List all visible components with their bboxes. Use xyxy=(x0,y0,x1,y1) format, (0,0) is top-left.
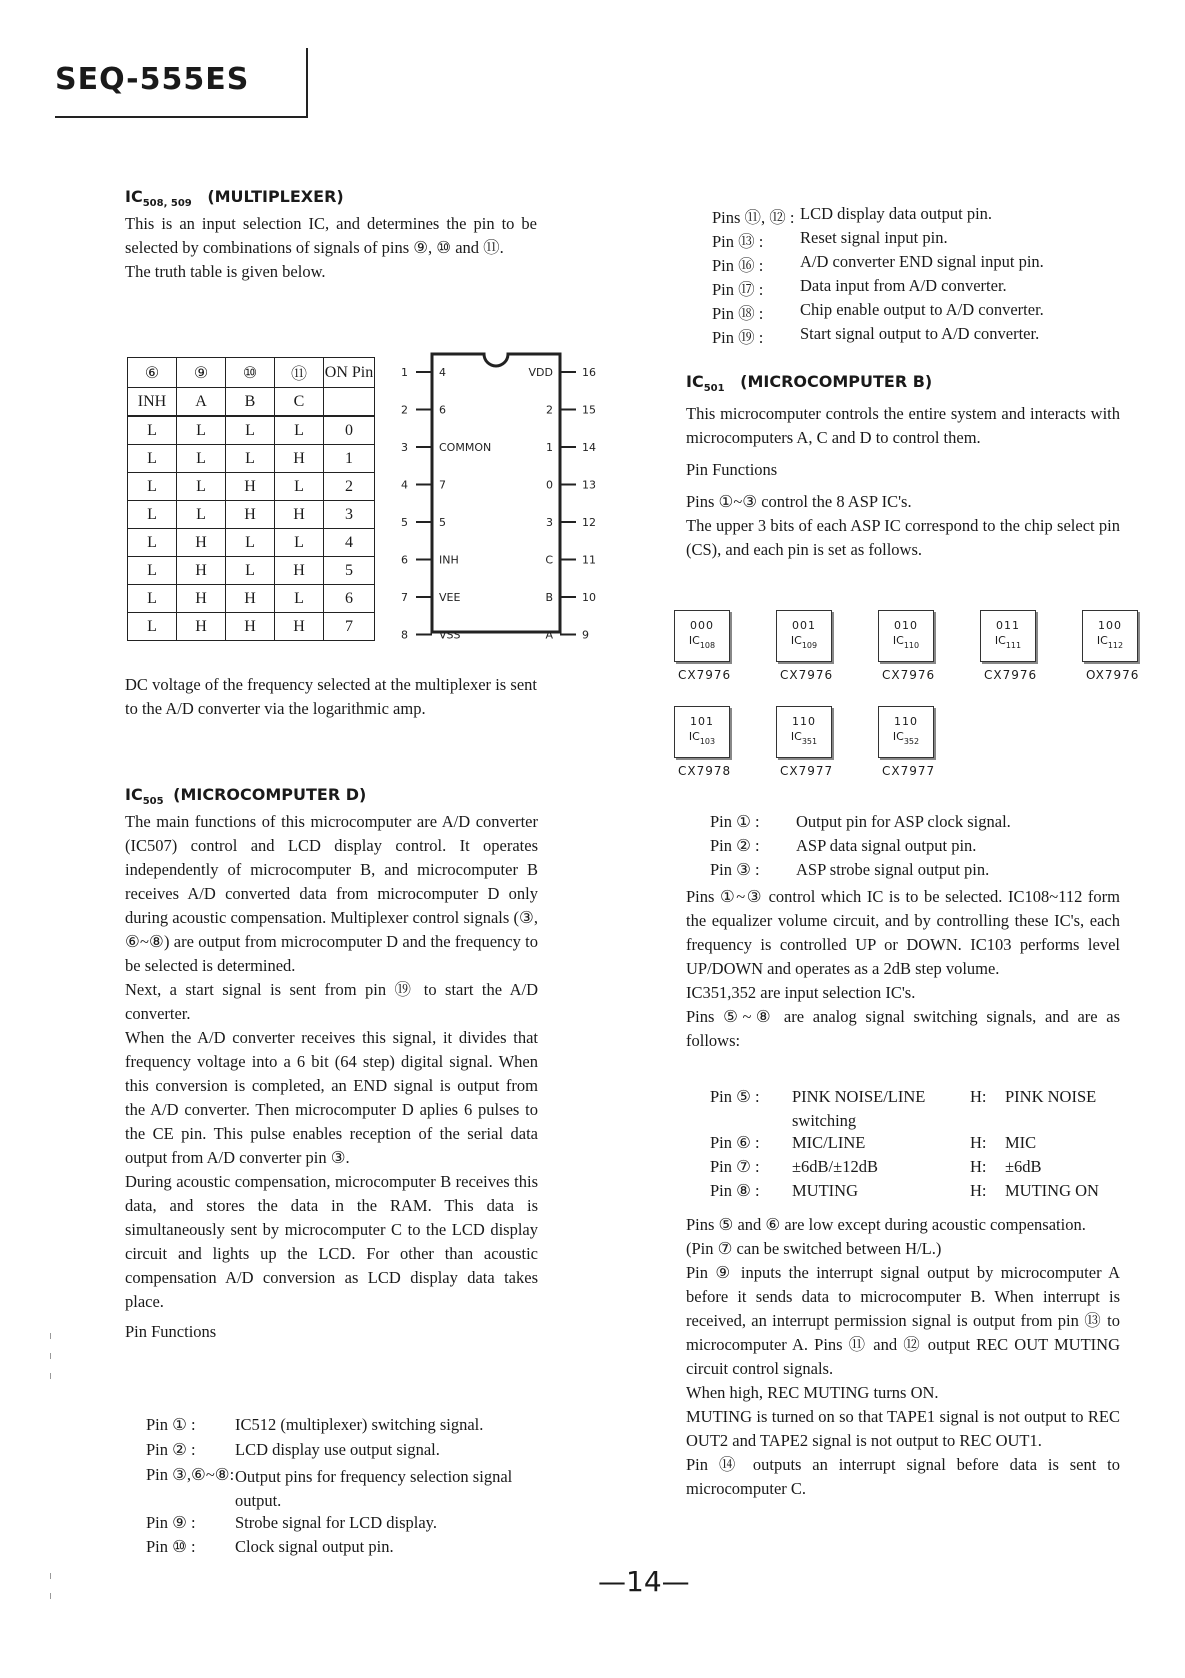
ic505-p1: The main functions of this microcomputer are A/D converter (IC507) control and LCD display control. It operates independently of microcomputer B, and microcomputer B receives A/D converted data from microcomputer D only during acoustic compensation. Multiplexer control signals (③, ⑥~⑧) are output from microcomputer D and the frequency to be selected is determined. xyxy=(125,812,538,975)
asp-ic-sub: 109 xyxy=(801,641,818,650)
truth-cell: A xyxy=(177,388,226,417)
truth-cell: 3 xyxy=(324,501,375,529)
asp-ic-base: IC xyxy=(892,730,904,743)
chip-inner-label-left: 7 xyxy=(439,478,446,492)
chip-pin-number-right: 11 xyxy=(582,553,596,567)
asp-code: 010 xyxy=(894,619,918,632)
asp-ic xyxy=(981,634,1035,650)
asp-part-label: CX7976 xyxy=(984,668,1038,682)
truth-cell: L xyxy=(128,501,177,529)
asp-part-label: CX7978 xyxy=(678,764,732,778)
asp-ic xyxy=(1083,634,1137,650)
pin-description: LCD display data output pin. xyxy=(800,204,993,223)
truth-cell: L xyxy=(128,529,177,557)
ic505-body xyxy=(125,810,538,1344)
pin-label: Pin ⑲ : xyxy=(712,328,764,347)
asp-code: 001 xyxy=(792,619,816,632)
truth-cell: L xyxy=(177,501,226,529)
truth-cell: L xyxy=(128,557,177,585)
pin-row xyxy=(710,812,1011,832)
asp-code: 011 xyxy=(996,619,1020,632)
asp-part-label: OX7976 xyxy=(1086,668,1140,682)
switch-pin-high-value: PINK NOISE xyxy=(1005,1087,1097,1106)
asp-ic-base: IC xyxy=(790,730,802,743)
truth-cell: H xyxy=(177,557,226,585)
asp-ic-sub: 112 xyxy=(1107,641,1124,650)
truth-row xyxy=(128,473,375,501)
ic501-heading xyxy=(686,372,932,394)
pin-label: Pin ⑰ : xyxy=(712,280,764,299)
ic505-sub: 505 xyxy=(142,796,164,808)
truth-cell: C xyxy=(275,388,324,417)
truth-row xyxy=(128,388,375,417)
truth-cell: L xyxy=(128,613,177,641)
ic501-p3: The upper 3 bits of each ASP IC correspond to the chip select pin (CS), and each pin is set as follows. xyxy=(686,516,1120,559)
truth-header-cell: ⑪ xyxy=(275,358,324,388)
switch-pin-high-value: ±6dB xyxy=(1005,1157,1042,1176)
ic508-sub: 508, 509 xyxy=(142,198,192,210)
pin-description: Clock signal output pin. xyxy=(235,1537,394,1556)
chip-inner-label-right: B xyxy=(545,591,553,604)
pin-row xyxy=(710,860,990,880)
truth-cell: L xyxy=(128,585,177,613)
truth-cell: L xyxy=(275,585,324,613)
truth-cell: L xyxy=(128,416,177,445)
truth-cell: L xyxy=(128,473,177,501)
asp-ic-sub: 108 xyxy=(699,641,716,650)
asp-ic-base: IC xyxy=(994,634,1006,647)
truth-cell: H xyxy=(226,613,275,641)
asp-ic xyxy=(777,730,831,746)
truth-header-cell: ⑨ xyxy=(177,358,226,388)
asp-ic-sub: 111 xyxy=(1005,641,1022,650)
truth-cell: H xyxy=(275,501,324,529)
margin-mark xyxy=(50,1353,51,1359)
truth-cell: B xyxy=(226,388,275,417)
truth-cell: H xyxy=(177,613,226,641)
truth-row xyxy=(128,445,375,473)
switch-pin-label: Pin ⑤ : xyxy=(710,1087,760,1106)
chip-inner-label-right: 2 xyxy=(546,403,553,417)
truth-cell: H xyxy=(226,501,275,529)
asp-ic xyxy=(675,634,729,650)
truth-cell: L xyxy=(226,557,275,585)
ic505-heading xyxy=(125,785,366,807)
margin-mark xyxy=(50,1333,51,1339)
pin-description: Chip enable output to A/D converter. xyxy=(800,300,1044,319)
right-body xyxy=(686,885,1120,1053)
page-number: —14— xyxy=(598,1565,690,1598)
chip-inner-label-right: VDD xyxy=(528,366,553,379)
ic508-after-text: DC voltage of the frequency selected at the multiplexer is sent to the A/D converter via the logarithmic amp. xyxy=(125,675,537,718)
chip-inner-label-left: 5 xyxy=(439,516,446,529)
chip-pin-number-left: 3 xyxy=(401,441,408,454)
right-para-4: Pins ⑤ and ⑥ are low except during acoustic compensation. xyxy=(686,1215,1086,1234)
pin-row xyxy=(146,1513,437,1533)
pin-row xyxy=(712,228,948,252)
asp-ic-base: IC xyxy=(790,634,802,647)
truth-row xyxy=(128,557,375,585)
ic505-p4: During acoustic compensation, microcomputer B receives this data, and stores the data in the RAM. This data is simultaneously sent by microcomputer C to the LCD display circuit and lights up the LCD. For other than acoustic compensation A/D conversion as LCD display data takes place. xyxy=(125,1172,538,1311)
pin-description: Reset signal input pin. xyxy=(800,228,948,247)
chip-pin-number-left: 1 xyxy=(401,366,408,379)
truth-cell: L xyxy=(275,416,324,445)
truth-cell: L xyxy=(177,473,226,501)
truth-cell: L xyxy=(275,529,324,557)
truth-cell: H xyxy=(275,613,324,641)
ic508-paragraph: This is an input selection IC, and determines the pin to be selected by combinations of signals of pins ⑨, ⑩ and ⑪. xyxy=(125,214,537,257)
chip-inner-label-right: 1 xyxy=(546,441,553,454)
asp-ic xyxy=(675,730,729,746)
pin-description: Data input from A/D converter. xyxy=(800,276,1007,295)
pin-label: Pins ⑪, ⑫ : xyxy=(712,208,795,227)
asp-ic-base: IC xyxy=(688,634,700,647)
right-para-6: Pin ⑨ inputs the interrupt signal output by microcomputer A before it sends data to microcomputer B. When interrupt is received, an interrupt permission signal is output from pin ⑬ to microcomputer A. Pins ⑪ and ⑫ output REC OUT MUTING circuit control signals. xyxy=(686,1263,1120,1378)
ic505-pin-functions-title: Pin Functions xyxy=(125,1322,217,1341)
truth-row xyxy=(128,501,375,529)
chip-inner-label-left: VEE xyxy=(439,591,461,604)
truth-row xyxy=(128,529,375,557)
truth-header-cell: ON Pin xyxy=(324,358,375,388)
pin-row xyxy=(712,252,1044,276)
truth-cell: H xyxy=(177,529,226,557)
ic501-base: IC xyxy=(686,372,704,391)
chip-pin-number-left: 5 xyxy=(401,516,408,529)
asp-part-label: CX7977 xyxy=(882,764,936,778)
asp-chip-box xyxy=(1082,610,1138,662)
asp-ic-base: IC xyxy=(1096,634,1108,647)
pin-row xyxy=(146,1440,440,1460)
margin-mark xyxy=(50,1573,51,1579)
pin-label: Pin ① : xyxy=(710,812,760,831)
switch-pin-high-label: H: xyxy=(970,1087,987,1106)
ic505-title: (MICROCOMPUTER D) xyxy=(173,785,367,804)
asp-ic xyxy=(879,634,933,650)
header-rule-vertical xyxy=(306,48,308,118)
pin-label: Pin ⑨ : xyxy=(146,1513,196,1532)
ic501-pin-functions-title: Pin Functions xyxy=(686,460,778,479)
truth-row xyxy=(128,613,375,641)
multiplexer-chip-diagram xyxy=(400,350,600,650)
pin-description: ASP data signal output pin. xyxy=(796,836,977,855)
ic501-p2: Pins ①~③ control the 8 ASP IC's. xyxy=(686,492,912,511)
truth-table xyxy=(127,357,375,641)
switch-pin-function: ±6dB/±12dB xyxy=(792,1157,878,1176)
switch-pin-high-label: H: xyxy=(970,1133,987,1152)
pin-label: Pin ⑬ : xyxy=(712,232,764,251)
pin-row xyxy=(712,276,1007,300)
asp-ic-sub: 352 xyxy=(903,737,920,746)
chip-pin-number-right: 16 xyxy=(582,366,596,379)
ic501-p1: This microcomputer controls the entire system and interacts with microcomputers A, C and D to control them. xyxy=(686,404,1120,447)
asp-chip-box xyxy=(878,610,934,662)
truth-cell: H xyxy=(177,585,226,613)
chip-pin-number-left: 4 xyxy=(401,478,408,492)
pin-description: LCD display use output signal. xyxy=(235,1440,440,1459)
switch-pin-function: MUTING xyxy=(792,1181,858,1200)
truth-header-cell: ⑩ xyxy=(226,358,275,388)
asp-code: 110 xyxy=(792,715,816,728)
pin-row xyxy=(146,1465,513,1510)
chip-pin-number-left: 6 xyxy=(401,553,408,567)
margin-mark xyxy=(50,1593,51,1599)
pin-row xyxy=(712,300,1044,324)
asp-chip-box xyxy=(674,706,730,758)
truth-cell: 0 xyxy=(324,416,375,445)
truth-cell: L xyxy=(177,445,226,473)
right-para-7: When high, REC MUTING turns ON. xyxy=(686,1383,939,1402)
pin-row xyxy=(712,204,993,228)
truth-cell: H xyxy=(275,445,324,473)
truth-cell: L xyxy=(226,416,275,445)
truth-cell: H xyxy=(226,585,275,613)
switch-pin-label: Pin ⑦ : xyxy=(710,1157,760,1176)
pin-description: Start signal output to A/D converter. xyxy=(800,324,1040,343)
ic501-body xyxy=(686,402,1120,562)
chip-pin-number-right: 14 xyxy=(582,441,596,454)
asp-chip-box xyxy=(980,610,1036,662)
right-para-1: Pins ①~③ control which IC is to be selected. IC108~112 form the equalizer volume circuit, and by controlling these IC's, each frequency is controlled UP or DOWN. IC103 performs level UP/DOWN and operates as a 2dB step volume. xyxy=(686,887,1120,978)
asp-code: 000 xyxy=(690,619,714,632)
chip-inner-label-left: 4 xyxy=(439,366,446,379)
chip-inner-label-left: VSS xyxy=(439,628,461,642)
ic501-sub: 501 xyxy=(703,383,725,395)
truth-cell: 1 xyxy=(324,445,375,473)
asp-part-label: CX7976 xyxy=(780,668,834,682)
pin-row xyxy=(710,836,977,856)
pin-label: Pin ① : xyxy=(146,1415,196,1434)
asp-chip-box xyxy=(776,610,832,662)
pin-row xyxy=(146,1537,394,1557)
chip-pin-number-left: 2 xyxy=(401,403,408,417)
truth-cell: 4 xyxy=(324,529,375,557)
truth-row xyxy=(128,416,375,445)
asp-ic xyxy=(777,634,831,650)
truth-cell: L xyxy=(128,445,177,473)
chip-inner-label-left: 6 xyxy=(439,403,446,417)
asp-part-label: CX7977 xyxy=(780,764,834,778)
pin-label: Pin ③ : xyxy=(710,860,760,879)
asp-chip-box xyxy=(674,610,730,662)
switch-pin-function-cont: switching xyxy=(792,1111,857,1130)
chip-inner-label-left: COMMON xyxy=(439,441,492,454)
right-para-5: (Pin ⑦ can be switched between H/L.) xyxy=(686,1239,942,1258)
pin-label: Pin ⑱ : xyxy=(712,304,764,323)
right-para-2: IC351,352 are input selection IC's. xyxy=(686,983,916,1002)
chip-pin-number-left: 8 xyxy=(401,628,408,642)
asp-ic xyxy=(879,730,933,746)
truth-row xyxy=(128,585,375,613)
right-para-8: MUTING is turned on so that TAPE1 signal is not output to REC OUT2 and TAPE2 signal is not output to REC OUT1. xyxy=(686,1407,1120,1450)
truth-cell: INH xyxy=(128,388,177,417)
ic501-title: (MICROCOMPUTER B) xyxy=(740,372,933,391)
asp-ic-sub: 351 xyxy=(801,737,818,746)
chip-inner-label-right: C xyxy=(545,553,553,567)
chip-pin-number-left: 7 xyxy=(401,591,408,604)
switch-pin-function: MIC/LINE xyxy=(792,1133,866,1152)
pin-label: Pin ⑩ : xyxy=(146,1537,196,1556)
pin-description: IC512 (multiplexer) switching signal. xyxy=(235,1415,484,1434)
pin-description: Output pin for ASP clock signal. xyxy=(796,812,1011,831)
pin-description: Strobe signal for LCD display. xyxy=(235,1513,437,1532)
chip-inner-label-right: A xyxy=(545,628,553,642)
asp-part-label: CX7976 xyxy=(882,668,936,682)
pin-row xyxy=(712,324,1040,348)
asp-ic-base: IC xyxy=(892,634,904,647)
chip-pin-number-right: 13 xyxy=(582,478,596,492)
truth-header-cell: ⑥ xyxy=(128,358,177,388)
truth-cell: L xyxy=(226,445,275,473)
truth-intro: The truth table is given below. xyxy=(125,262,326,281)
chip-inner-label-right: 0 xyxy=(546,478,553,492)
truth-cell: L xyxy=(275,473,324,501)
asp-chip-box xyxy=(878,706,934,758)
chip-pin-number-right: 12 xyxy=(582,516,596,529)
pin-label: Pin ③,⑥~⑧: xyxy=(146,1465,235,1484)
chip-inner-label-right: 3 xyxy=(546,516,553,529)
ic508-base: IC xyxy=(125,187,143,206)
truth-cell: L xyxy=(177,416,226,445)
right-body-2 xyxy=(686,1213,1120,1501)
pin-label: Pin ② : xyxy=(146,1440,196,1459)
chip-pin-number-right: 9 xyxy=(582,628,589,642)
truth-cell xyxy=(324,388,375,417)
truth-cell: 6 xyxy=(324,585,375,613)
chip-pin-number-right: 15 xyxy=(582,403,596,417)
switch-pin-high-value: MUTING ON xyxy=(1005,1181,1099,1200)
right-para-9: Pin ⑭ outputs an interrupt signal before data is sent to microcomputer C. xyxy=(686,1455,1120,1498)
margin-mark xyxy=(50,1373,51,1379)
truth-cell: H xyxy=(226,473,275,501)
ic508-heading xyxy=(125,187,344,209)
truth-header-row xyxy=(128,358,375,388)
switch-pin-function: PINK NOISE/LINE xyxy=(792,1087,926,1106)
switch-pin-high-value: MIC xyxy=(1005,1133,1037,1152)
ic505-p3: When the A/D converter receives this signal, it divides that frequency voltage into a 6 bit (64 step) digital signal. When this conversion is completed, an END signal is output from the A/D converter. Then microcomputer D aplies 6 pulses to the CE pin. This pulse enables reception of the serial data output from A/D converter pin ③. xyxy=(125,1028,538,1167)
chip-pin-number-right: 10 xyxy=(582,591,596,604)
pin-label: Pin ② : xyxy=(710,836,760,855)
truth-cell: 2 xyxy=(324,473,375,501)
asp-ic-base: IC xyxy=(688,730,700,743)
truth-cell: 5 xyxy=(324,557,375,585)
asp-code: 101 xyxy=(690,715,714,728)
ic505-p2: Next, a start signal is sent from pin ⑲ to start the A/D converter. xyxy=(125,980,538,1023)
pin-description: Output pins for frequency selection signal output. xyxy=(235,1467,513,1510)
asp-chip-box xyxy=(776,706,832,758)
right-para-3: Pins ⑤~⑧ are analog signal switching signals, and are as follows: xyxy=(686,1007,1120,1050)
pin-description: ASP strobe signal output pin. xyxy=(796,860,990,879)
ic505-base: IC xyxy=(125,785,143,804)
asp-code: 100 xyxy=(1098,619,1122,632)
model-name: SEQ-555ES xyxy=(55,62,250,97)
ic508-title: (MULTIPLEXER) xyxy=(207,187,344,206)
pin-label: Pin ⑯ : xyxy=(712,256,764,275)
ic508-text xyxy=(125,212,537,284)
truth-cell: L xyxy=(226,529,275,557)
pin-description: A/D converter END signal input pin. xyxy=(800,252,1044,271)
pin-row xyxy=(146,1415,484,1435)
switch-pin-high-label: H: xyxy=(970,1157,987,1176)
asp-part-label: CX7976 xyxy=(678,668,732,682)
header-rule xyxy=(55,116,307,118)
switch-pin-label: Pin ⑧ : xyxy=(710,1181,760,1200)
truth-cell: 7 xyxy=(324,613,375,641)
asp-ic-sub: 103 xyxy=(699,737,716,746)
chip-inner-label-left: INH xyxy=(439,553,459,567)
switch-pin-label: Pin ⑥ : xyxy=(710,1133,760,1152)
switch-pin-high-label: H: xyxy=(970,1181,987,1200)
asp-code: 110 xyxy=(894,715,918,728)
asp-ic-sub: 110 xyxy=(903,641,920,650)
truth-cell: H xyxy=(275,557,324,585)
